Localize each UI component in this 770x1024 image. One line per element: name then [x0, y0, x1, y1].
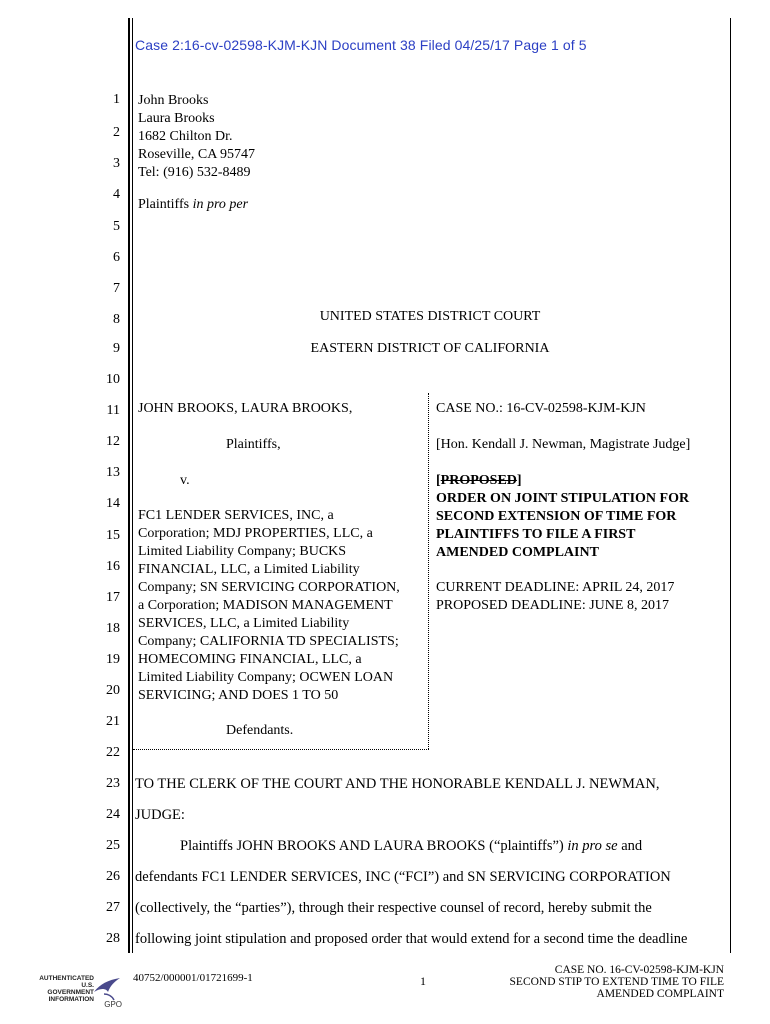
body-line: [180, 838, 642, 855]
proposed-deadline: PROPOSED DEADLINE: JUNE 8, 2017: [436, 598, 669, 613]
court-district: EASTERN DISTRICT OF CALIFORNIA: [310, 341, 550, 356]
line-number: 5: [113, 219, 120, 234]
plaintiffs-label: Plaintiffs,: [226, 437, 281, 452]
footer-right-line: SECOND STIP TO EXTEND TIME TO FILE: [509, 976, 724, 988]
line-number: 25: [106, 838, 120, 853]
case-header-stamp: Case 2:16-cv-02598-KJM-KJN Document 38 Filed 04/25/17 Page 1 of 5: [135, 37, 587, 53]
defendants-line: Limited Liability Company; OCWEN LOAN: [138, 670, 394, 685]
line-number: 15: [106, 528, 120, 543]
body-line: defendants FC1 LENDER SERVICES, INC (“FCI”) and SN SERVICING CORPORATION: [135, 869, 671, 885]
defendants-line: Limited Liability Company; BUCKS: [138, 544, 347, 559]
line-number: 23: [106, 776, 120, 791]
line-number: 11: [106, 403, 120, 418]
line-number: 9: [113, 341, 120, 356]
role-prefix: Plaintiffs: [138, 197, 193, 212]
defendants-label: Defendants.: [226, 723, 294, 738]
body-line: following joint stipulation and proposed order that would extend for a second time the deadline: [135, 931, 688, 947]
order-title-line: ORDER ON JOINT STIPULATION FOR: [436, 491, 690, 506]
defendants-line: Company; CALIFORNIA TD SPECIALISTS;: [138, 634, 399, 649]
proposed-word: PROPOSED: [440, 473, 517, 488]
line-number: 8: [113, 312, 120, 327]
line-number: 26: [106, 869, 120, 884]
judge-name: [Hon. Kendall J. Newman, Magistrate Judge]: [436, 437, 691, 452]
gpo-authentication-seal: [39, 968, 124, 1012]
plaintiff-name: John Brooks: [138, 93, 209, 108]
line-number: 21: [106, 714, 120, 729]
line-number: 16: [106, 559, 120, 574]
line-number: 18: [106, 621, 120, 636]
body-line: JUDGE:: [135, 807, 185, 823]
page-number: 1: [420, 974, 426, 988]
right-margin-rule: [730, 18, 731, 953]
line-number: 24: [106, 807, 120, 822]
line-number: 7: [113, 281, 120, 296]
order-title-line: PLAINTIFFS TO FILE A FIRST: [436, 527, 636, 542]
proposed-tag: [436, 472, 522, 490]
defendants-line: Corporation; MDJ PROPERTIES, LLC, a: [138, 526, 373, 541]
plaintiffs-names: JOHN BROOKS, LAURA BROOKS,: [138, 401, 353, 416]
order-title-line: SECOND EXTENSION OF TIME FOR: [436, 509, 677, 524]
address-city: Roseville, CA 95747: [138, 147, 256, 162]
order-title-line: AMENDED COMPLAINT: [436, 545, 599, 560]
body-text-span: and: [617, 838, 643, 854]
line-number: 1: [113, 92, 120, 107]
gpo-mark: GPO: [104, 1000, 122, 1009]
footer-right-line: AMENDED COMPLAINT: [596, 988, 724, 1000]
versus: v.: [180, 473, 190, 488]
line-number: 3: [113, 156, 120, 171]
line-number: 4: [113, 187, 120, 202]
body-italic: in pro se: [567, 838, 618, 854]
body-text-span: Plaintiffs JOHN BROOKS AND LAURA BROOKS (“plaintiffs”): [180, 838, 568, 854]
defendants-line: SERVICING; AND DOES 1 TO 50: [138, 688, 339, 703]
case-number: CASE NO.: 16-CV-02598-KJM-KJN: [436, 401, 646, 416]
proposed-bracket-open: [: [436, 473, 441, 488]
line-number: 10: [106, 372, 120, 387]
defendants-line: FC1 LENDER SERVICES, INC, a: [138, 508, 334, 523]
left-margin-rule-outer: [128, 18, 130, 953]
defendants-line: SERVICES, LLC, a Limited Liability: [138, 616, 350, 631]
footer-right: [510, 964, 724, 1000]
defendants-line: FINANCIAL, LLC, a Limited Liability: [138, 562, 360, 577]
defendants-line: a Corporation; MADISON MANAGEMENT: [138, 598, 393, 613]
line-number: 19: [106, 652, 120, 667]
line-number: 20: [106, 683, 120, 698]
document-id: 40752/000001/01721699-1: [133, 972, 253, 984]
line-number: 14: [106, 496, 120, 511]
line-number: 13: [106, 465, 120, 480]
body-line: (collectively, the “parties”), through their respective counsel of record, hereby submit the: [135, 900, 652, 916]
body-line: TO THE CLERK OF THE COURT AND THE HONORABLE KENDALL J. NEWMAN,: [135, 776, 660, 792]
plaintiff-role: [138, 196, 248, 214]
telephone: Tel: (916) 532-8489: [138, 165, 251, 180]
caption-divider-vertical: [428, 393, 429, 749]
footer-right-line: CASE NO. 16-CV-02598-KJM-KJN: [554, 964, 724, 976]
caption-divider-horizontal: [133, 749, 429, 750]
plaintiff-name: Laura Brooks: [138, 111, 215, 126]
line-number: 27: [106, 900, 120, 915]
eagle-icon: [90, 970, 124, 1004]
line-number: 6: [113, 250, 120, 265]
left-margin-rule-inner: [132, 18, 133, 953]
defendants-line: HOMECOMING FINANCIAL, LLC, a: [138, 652, 362, 667]
court-name: UNITED STATES DISTRICT COURT: [319, 309, 541, 324]
proposed-bracket-close: ]: [516, 473, 522, 488]
gpo-text: AUTHENTICATED: [39, 975, 94, 982]
line-number: 12: [106, 434, 120, 449]
current-deadline: CURRENT DEADLINE: APRIL 24, 2017: [436, 580, 675, 595]
defendants-line: Company; SN SERVICING CORPORATION,: [138, 580, 400, 595]
gpo-text: U.S. GOVERNMENT: [47, 982, 94, 996]
role-italic: in pro per: [192, 197, 249, 212]
line-number: 2: [113, 125, 120, 140]
address-street: 1682 Chilton Dr.: [138, 129, 233, 144]
line-number: 28: [106, 931, 120, 946]
line-number: 17: [106, 590, 120, 605]
line-number: 22: [106, 745, 120, 760]
gpo-text: INFORMATION: [48, 996, 94, 1003]
